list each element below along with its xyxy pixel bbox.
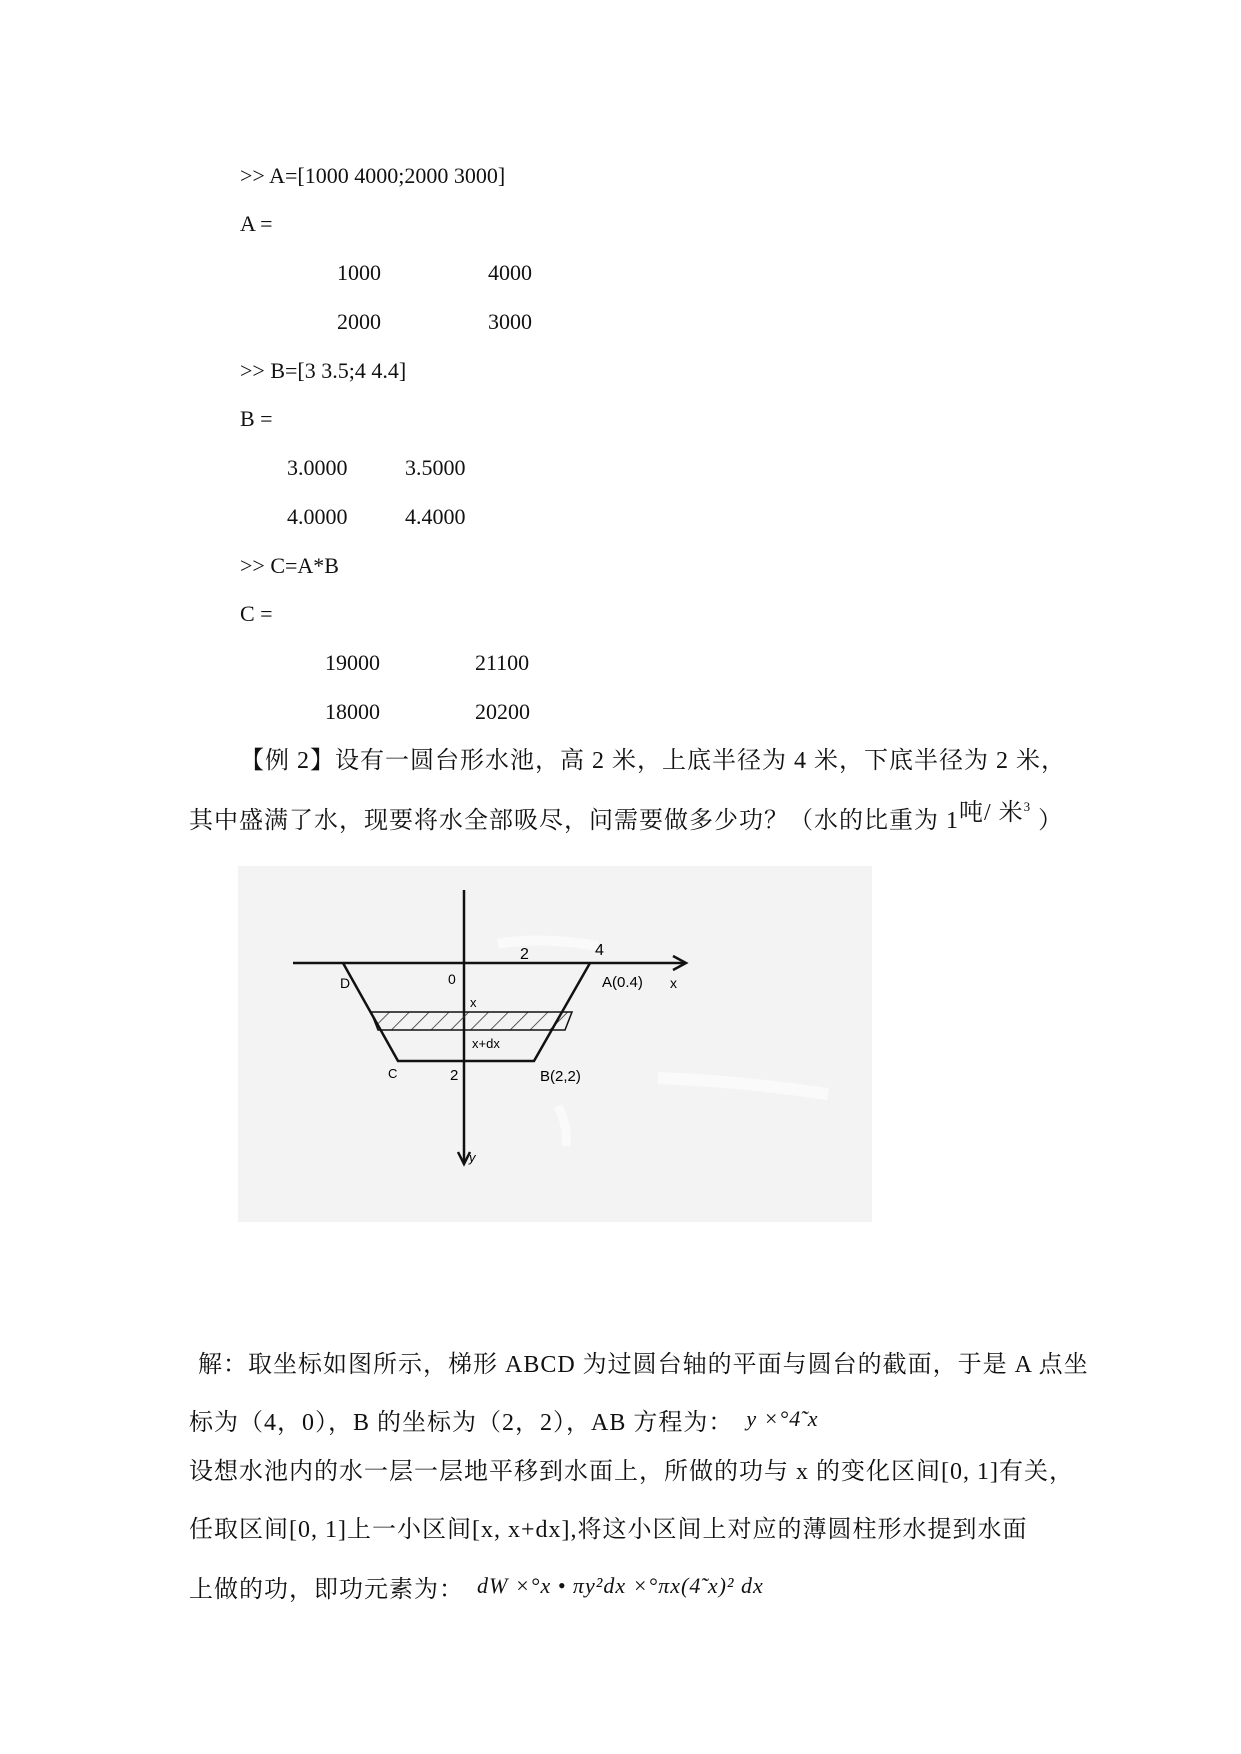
tick-2-y-label: 2 bbox=[450, 1067, 459, 1084]
solution-line-2-text: 标为（4，0），B 的坐标为（2，2），AB 方程为： bbox=[189, 1410, 734, 1436]
example-line-2-text: 其中盛满了水，现要将水全部吸尽，问需要做多少功？（水的比重为 1 bbox=[189, 808, 959, 834]
matrix-c-r2c1: 18000 bbox=[325, 699, 380, 724]
ab-equation: y ×°4̃ x bbox=[746, 1406, 819, 1431]
solution-line-1: 解：取坐标如图所示，梯形 ABCD 为过圆台轴的平面与圆台的截面，于是 A 点坐 bbox=[198, 1352, 1089, 1378]
point-b-label: B(2,2) bbox=[540, 1068, 581, 1085]
trapezoid-figure bbox=[238, 866, 872, 1222]
point-c-label: C bbox=[388, 1066, 398, 1081]
x-plus-dx-label: x+dx bbox=[472, 1036, 500, 1051]
solution-line-5 bbox=[189, 1573, 764, 1603]
example-line-2 bbox=[189, 799, 1064, 834]
solution-line-3: 设想水池内的水一层一层地平移到水面上，所做的功与 x 的变化区间[0, 1]有关， bbox=[189, 1459, 1074, 1485]
matrix-a-r2c1: 2000 bbox=[337, 309, 381, 334]
matrix-a-r1c2: 4000 bbox=[488, 260, 532, 285]
matrix-a-r1c1: 1000 bbox=[337, 260, 381, 285]
unit: 吨/ 米$^3$ bbox=[959, 799, 1032, 826]
matrix-b-r2c2: 4.4000 bbox=[405, 504, 466, 529]
close-paren: ） bbox=[1038, 808, 1064, 834]
watermark-mark bbox=[558, 1106, 566, 1146]
watermark-mark bbox=[498, 940, 598, 946]
trapezoid-diagram bbox=[238, 866, 872, 1222]
label-b: B = bbox=[240, 406, 273, 431]
command-a: >> A=[1000 4000;2000 3000] bbox=[240, 163, 506, 188]
example-line-1: 【例 2】设有一圆台形水池，高 2 米，上底半径为 4 米，下底半径为 2 米， bbox=[240, 748, 1066, 774]
watermark-mark bbox=[658, 1078, 828, 1094]
matrix-a-r2c2: 3000 bbox=[488, 309, 532, 334]
solution-line-2 bbox=[189, 1406, 819, 1436]
matrix-b-r1c2: 3.5000 bbox=[405, 455, 466, 480]
point-a-label: A(0.4) bbox=[602, 974, 643, 991]
x-axis-label: x bbox=[670, 975, 677, 991]
origin-label: 0 bbox=[448, 971, 456, 987]
matrix-b-r2c1: 4.0000 bbox=[287, 504, 348, 529]
work-element-formula: dW ×°x • πy²dx ×°πx(4̃ x)² dx bbox=[477, 1573, 764, 1598]
command-c: >> C=A*B bbox=[240, 553, 339, 578]
matrix-b-r1c1: 3.0000 bbox=[287, 455, 348, 480]
solution-line-4: 任取区间[0, 1]上一小区间[x, x+dx],将这小区间上对应的薄圆柱形水提到水面 bbox=[189, 1517, 1028, 1543]
water-layer-strip bbox=[371, 1012, 572, 1030]
x-label: x bbox=[470, 995, 477, 1010]
matrix-c-r1c1: 19000 bbox=[325, 650, 380, 675]
solution-line-5-text: 上做的功，即功元素为： bbox=[189, 1577, 464, 1603]
point-d-label: D bbox=[340, 975, 351, 991]
matrix-c-r2c2: 20200 bbox=[475, 699, 530, 724]
y-axis-label: y bbox=[469, 1150, 476, 1165]
label-c: C = bbox=[240, 601, 273, 626]
tick-2-label: 2 bbox=[520, 946, 529, 963]
label-a: A = bbox=[240, 211, 273, 236]
tick-4-label: 4 bbox=[595, 942, 604, 959]
matrix-c-r1c2: 21100 bbox=[475, 650, 530, 675]
unit-superscript: 3 bbox=[1023, 799, 1032, 814]
command-b: >> B=[3 3.5;4 4.4] bbox=[240, 358, 407, 383]
